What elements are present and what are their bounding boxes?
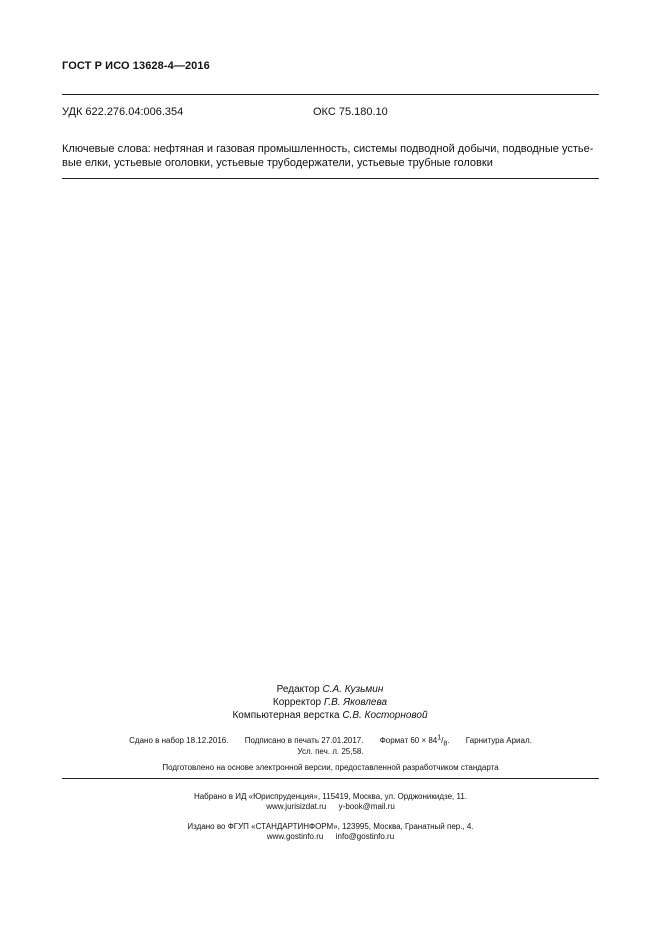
- top-divider: [62, 94, 599, 95]
- typeset-date: Сдано в набор 18.12.2016.: [129, 736, 229, 745]
- corrector-label: Корректор: [272, 697, 322, 708]
- credits-block: [180, 683, 480, 722]
- sheets-info: Усл. печ. л. 25,58.: [297, 747, 364, 756]
- corrector-line: [180, 696, 480, 709]
- keywords-paragraph: Ключевые слова: нефтяная и газовая промышленность, системы подводной добычи, подводные устье-вые елки, устьевые оголовки, устьевые трубодержатели, устьевые трубные головки: [62, 143, 594, 169]
- published-contacts: [62, 831, 599, 842]
- corrector-name: Г.В. Яковлева: [323, 697, 388, 708]
- layout-name: С.В. Косторновой: [342, 710, 428, 721]
- published-site: www.gostinfo.ru: [266, 832, 324, 841]
- udk-code: УДК 622.276.04:006.354: [62, 106, 184, 118]
- editor-name: С.А. Кузьмин: [322, 684, 384, 695]
- print-divider: [62, 778, 599, 779]
- typeset-site: www.jurisizdat.ru: [266, 802, 327, 811]
- editor-label: Редактор: [276, 684, 320, 695]
- published-by: Издано во ФГУП «СТАНДАРТИНФОРМ», 123995, Москва, Гранатный пер., 4.: [187, 822, 474, 831]
- editor-line: [180, 683, 480, 696]
- prepared-note: Подготовлено на основе электронной версии, предоставленной разработчиком стандарта: [162, 763, 499, 772]
- layout-line: [180, 709, 480, 722]
- signed-date: Подписано в печать 27.01.2017.: [244, 736, 364, 745]
- keywords-divider: [62, 178, 599, 179]
- oks-code: ОКС 75.180.10: [313, 106, 388, 118]
- typeset-by: Набрано в ИД «Юриспруденция», 115419, Москва, ул. Орджоникидзе, 11.: [193, 792, 468, 801]
- published-email: info@gostinfo.ru: [335, 832, 395, 841]
- typeset-email: y-book@mail.ru: [338, 802, 395, 811]
- layout-label: Компьютерная верстка: [232, 710, 340, 721]
- font-info: Гарнитура Ариал.: [465, 736, 532, 745]
- print-details-line: [62, 735, 599, 746]
- standard-title: ГОСТ Р ИСО 13628-4—2016: [62, 60, 210, 72]
- paper-format: Формат $60 \times 84^1/_8$.: [379, 734, 450, 748]
- typeset-contacts: [62, 801, 599, 812]
